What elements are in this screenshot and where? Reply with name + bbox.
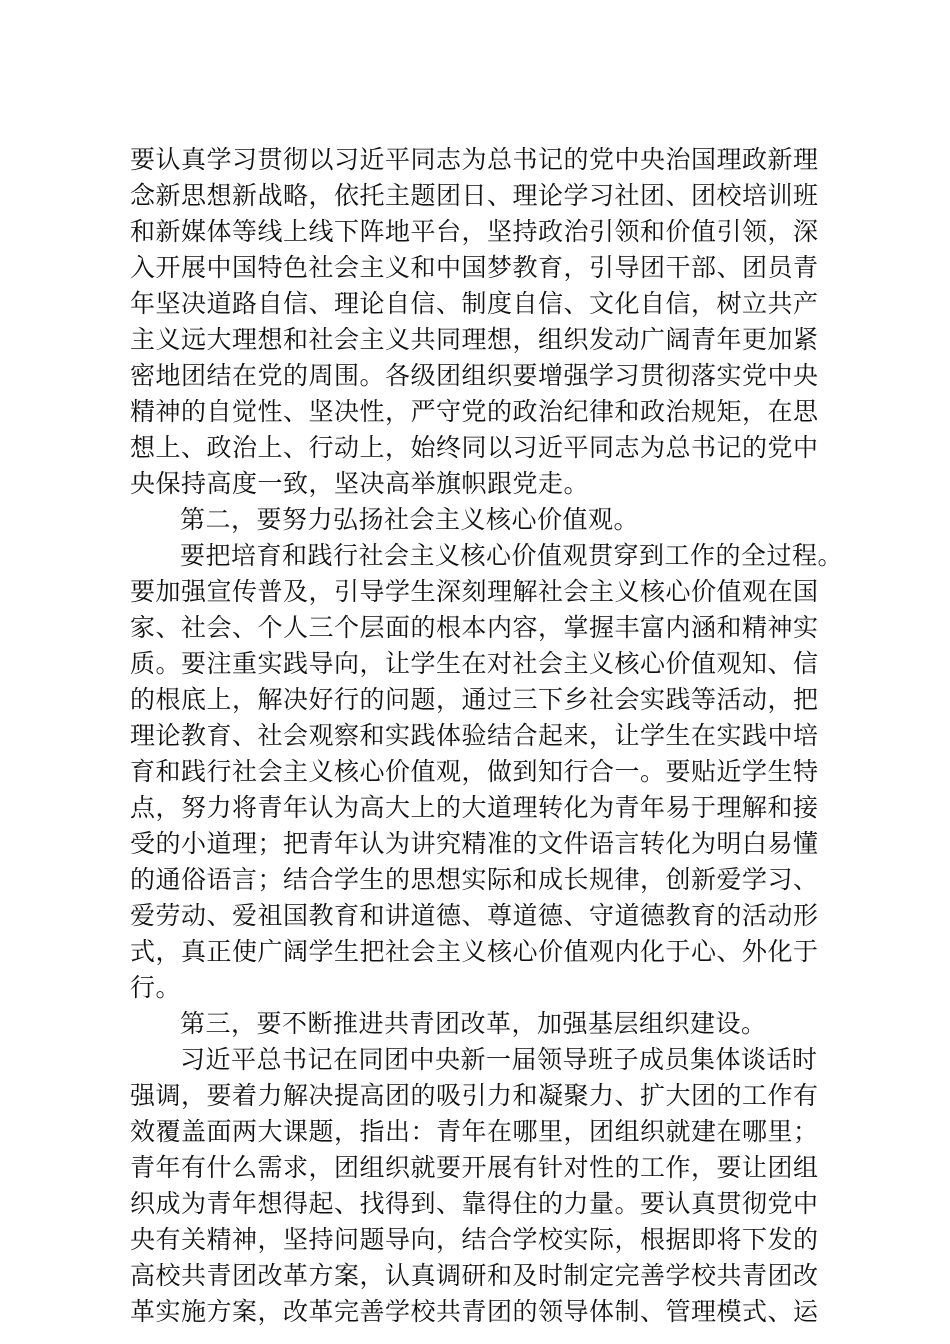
- section-heading-3: 第三，要不断推进共青团改革，加强基层组织建设。: [180, 1009, 767, 1038]
- paragraph-3-line: 织成为青年想得起、找得到、靠得住的力量。要认真贯彻党中: [130, 1189, 819, 1218]
- paragraph-1-line: 年坚决道路自信、理论自信、制度自信、文化自信，树立共产: [130, 289, 819, 318]
- paragraph-1-line: 和新媒体等线上线下阵地平台，坚持政治引领和价值引领，深: [130, 217, 819, 246]
- paragraph-2-line: 育和践行社会主义核心价值观，做到知行合一。要贴近学生特: [130, 757, 819, 786]
- paragraph-3-line: 高校共青团改革方案，认真调研和及时制定完善学校共青团改: [130, 1261, 819, 1290]
- paragraph-3-line: 强调，要着力解决提高团的吸引力和凝聚力、扩大团的工作有: [130, 1081, 819, 1110]
- paragraph-3-line: 效覆盖面两大课题，指出：青年在哪里，团组织就建在哪里；: [130, 1117, 819, 1146]
- paragraph-2-line: 的通俗语言；结合学生的思想实际和成长规律，创新爱学习、: [130, 865, 819, 894]
- paragraph-1-line: 入开展中国特色社会主义和中国梦教育，引导团干部、团员青: [130, 253, 819, 282]
- paragraph-3-line: 央有关精神，坚持问题导向，结合学校实际，根据即将下发的: [130, 1225, 819, 1254]
- paragraph-3-line: 习近平总书记在同团中央新一届领导班子成员集体谈话时: [180, 1045, 818, 1074]
- paragraph-1-line: 要认真学习贯彻以习近平同志为总书记的党中央治国理政新理: [130, 145, 819, 174]
- paragraph-2-line: 质。要注重实践导向，让学生在对社会主义核心价值观知、信: [130, 649, 819, 678]
- paragraph-2-line: 要加强宣传普及，引导学生深刻理解社会主义核心价值观在国: [130, 577, 819, 606]
- paragraph-1-line: 精神的自觉性、坚决性，严守党的政治纪律和政治规矩，在思: [130, 397, 819, 426]
- paragraph-1-line: 密地团结在党的周围。各级团组织要增强学习贯彻落实党中央: [130, 361, 819, 390]
- paragraph-1-line: 想上、政治上、行动上，始终同以习近平同志为总书记的党中: [130, 433, 819, 462]
- paragraph-3-line: 革实施方案，改革完善学校共青团的领导体制、管理模式、运: [130, 1297, 819, 1326]
- paragraph-2-line: 理论教育、社会观察和实践体验结合起来，让学生在实践中培: [130, 721, 819, 750]
- paragraph-2-line: 家、社会、个人三个层面的根本内容，掌握丰富内涵和精神实: [130, 613, 819, 642]
- document-body: [130, 142, 844, 1330]
- paragraph-2-line: 行。: [130, 973, 182, 1002]
- paragraph-2-line: 点，努力将青年认为高大上的大道理转化为青年易于理解和接: [130, 793, 819, 822]
- paragraph-3-line: 青年有什么需求，团组织就要开展有针对性的工作，要让团组: [130, 1153, 819, 1182]
- paragraph-1-line: 念新思想新战略，依托主题团日、理论学习社团、团校培训班: [130, 181, 819, 210]
- paragraph-2-line: 爱劳动、爱祖国教育和讲道德、尊道德、守道德教育的活动形: [130, 901, 819, 930]
- paragraph-2-line: 受的小道理；把青年认为讲究精准的文件语言转化为明白易懂: [130, 829, 819, 858]
- paragraph-2-line: 要把培育和践行社会主义核心价值观贯穿到工作的全过程。: [180, 541, 844, 570]
- paragraph-2-line: 的根底上，解决好行的问题，通过三下乡社会实践等活动，把: [130, 685, 819, 714]
- paragraph-2-line: 式，真正使广阔学生把社会主义核心价值观内化于心、外化于: [130, 937, 819, 966]
- paragraph-1-line: 主义远大理想和社会主义共同理想，组织发动广阔青年更加紧: [130, 325, 819, 354]
- section-heading-2: 第二，要努力弘扬社会主义核心价值观。: [180, 505, 640, 534]
- paragraph-1-line: 央保持高度一致，坚决高举旗帜跟党走。: [130, 469, 590, 498]
